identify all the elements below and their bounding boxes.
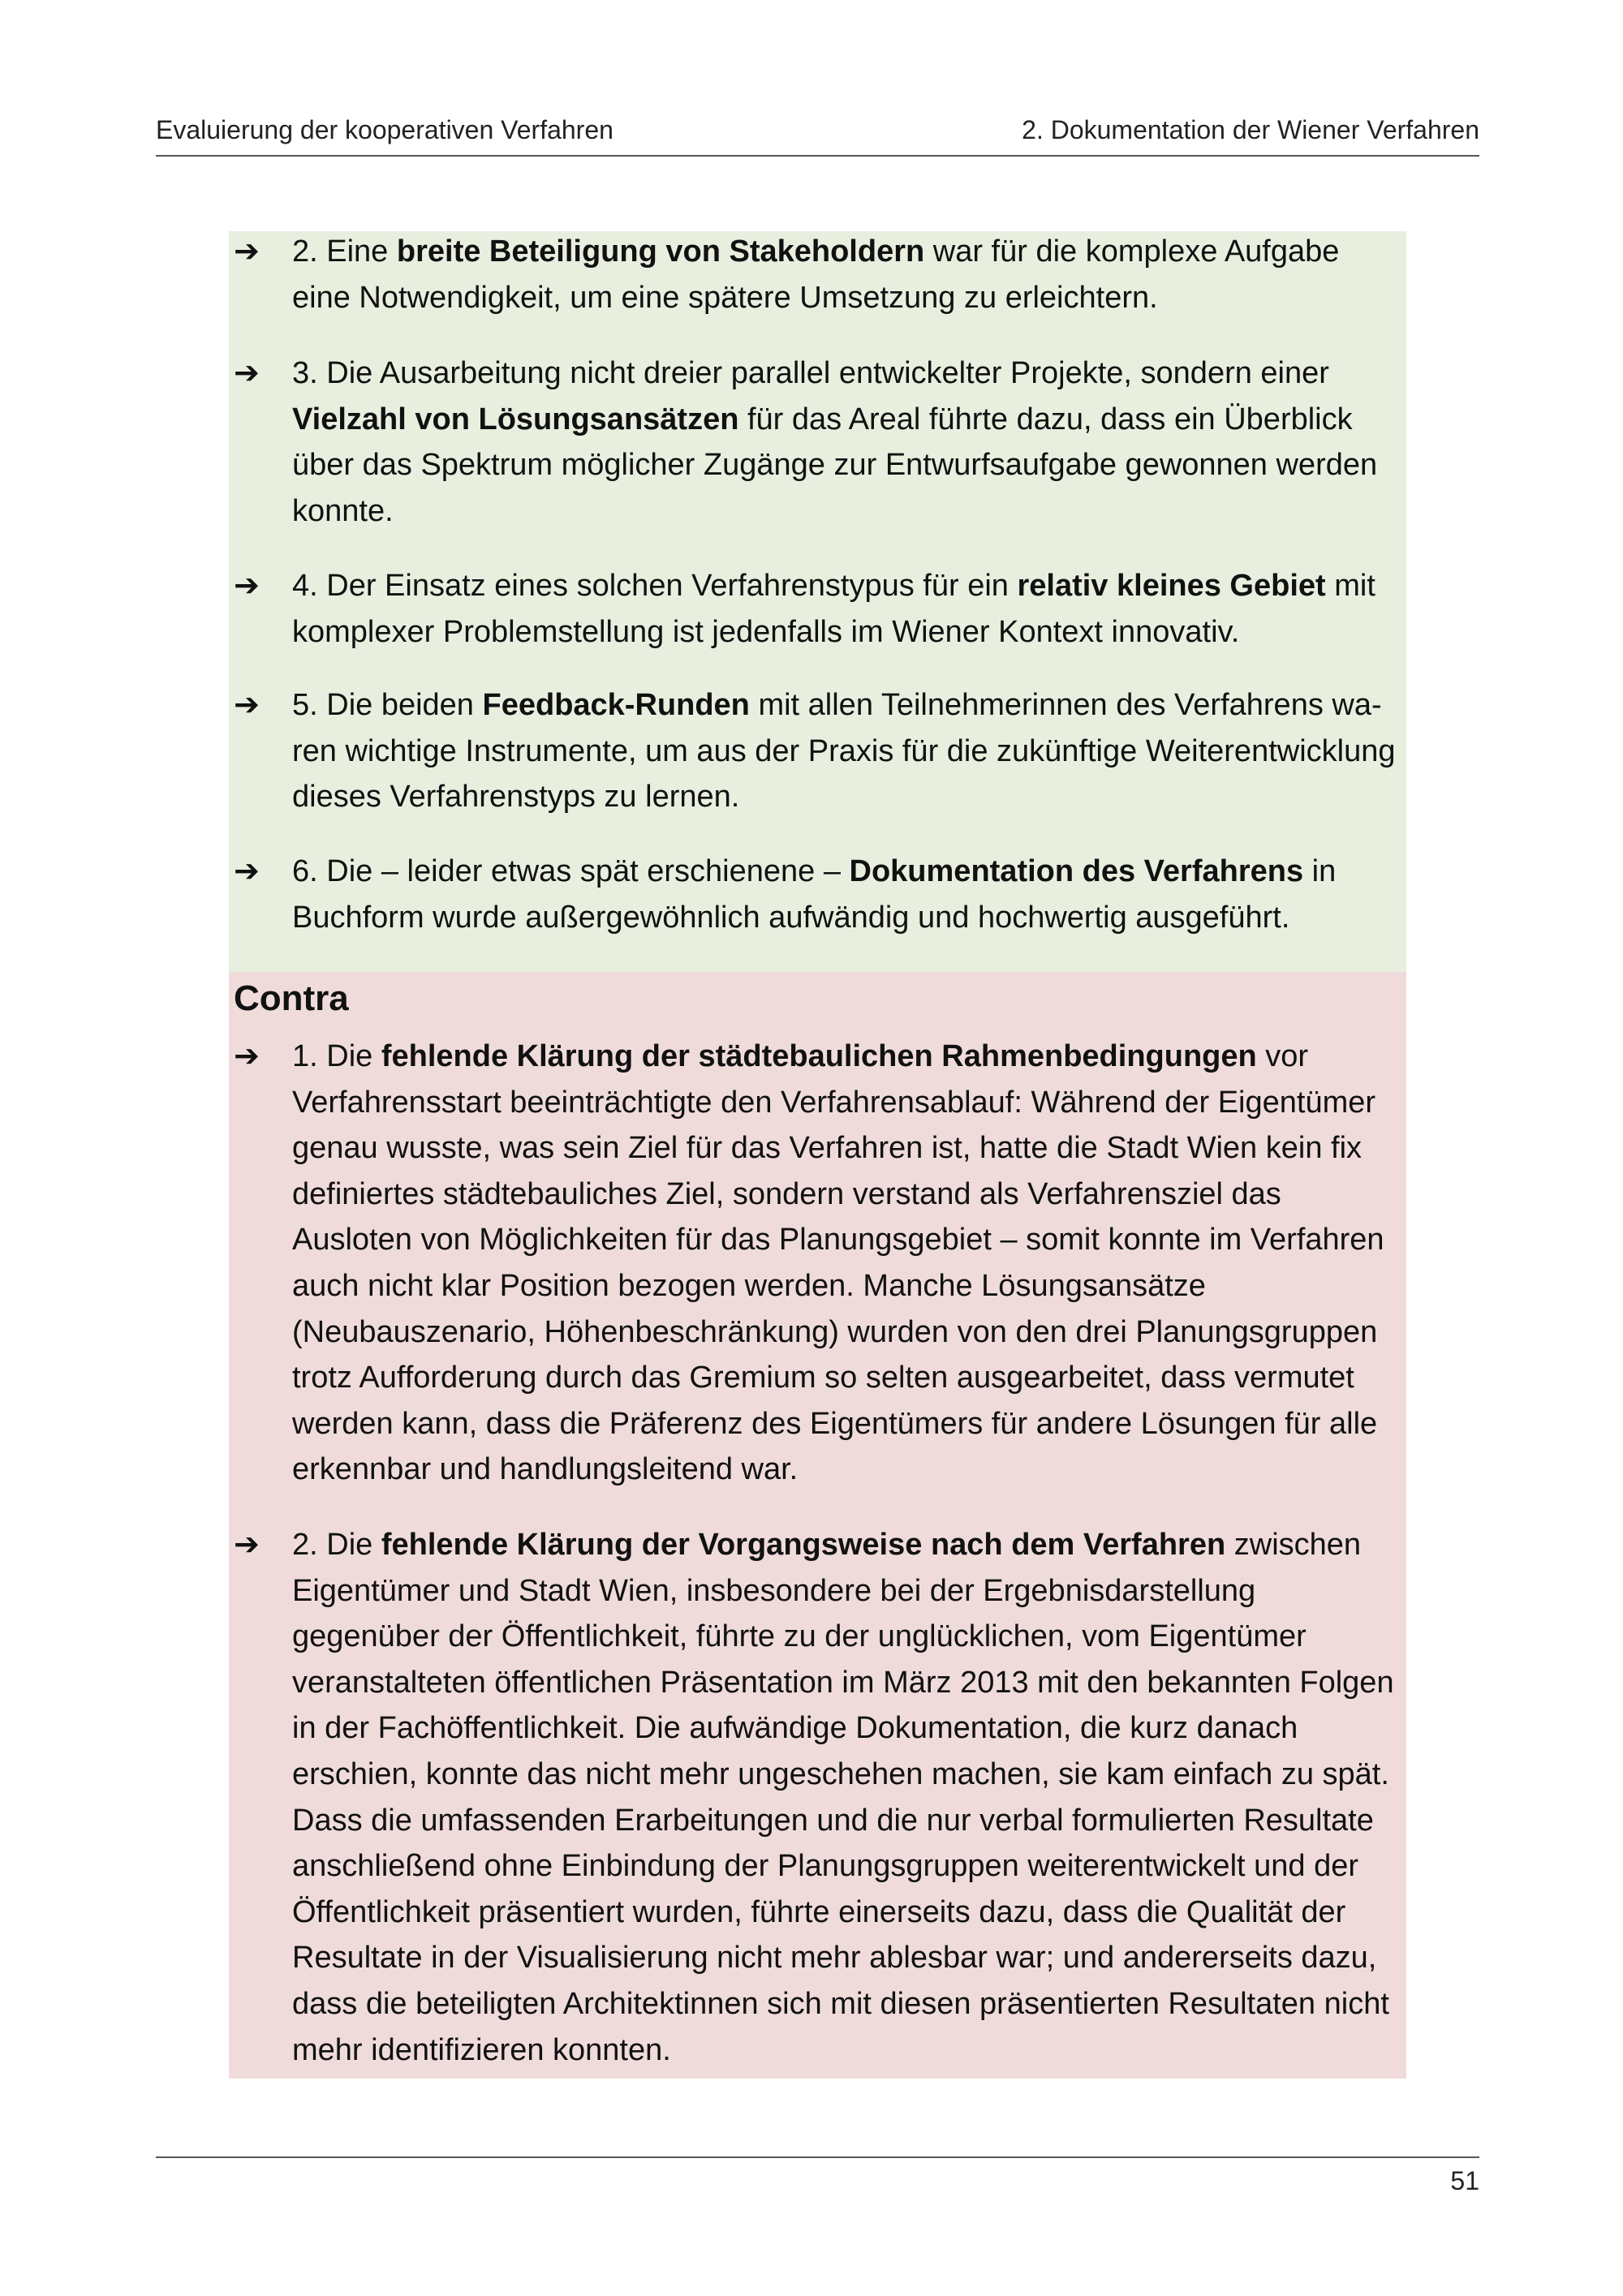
pro-item-keyword: Feedback-Runden	[482, 688, 750, 722]
footer-rule	[156, 2156, 1479, 2158]
pro-item-text: 3. Die Ausarbeitung nicht dreier parallel entwickelter Projekte, sondern einer Vielzahl von Lösungsansätzen für das Areal führte dazu, dass ein Überblick über das Spektrum möglicher Zugänge zur Entwurfsaufgabe gewonnen werden konnte.	[292, 356, 1378, 528]
pro-item-keyword: relativ kleines Gebiet	[1017, 569, 1326, 603]
arrow-right-icon: ➔	[234, 1039, 260, 1073]
pro-item-keyword: breite Beteiligung von Stakeholdern	[396, 234, 925, 269]
pro-item-text: 6. Die – leider etwas spät erschienene – Dokumentation des Verfahrens in Buchform wurde außergewöhnlich aufwändig und hochwertig ausgeführt.	[292, 854, 1337, 935]
arrow-right-icon: ➔	[234, 688, 260, 722]
pro-item-6	[234, 849, 1402, 940]
pro-item-keyword: Vielzahl von Lösungsansätzen	[292, 402, 739, 436]
pro-item-text: 2. Eine breite Beteiligung von Stakeholdern war für die komplexe Aufgabe eine Notwendigkeit, um eine spätere Umsetzung zu erleichtern.	[292, 234, 1340, 315]
pro-item-3	[234, 350, 1402, 534]
contra-item-2	[234, 1522, 1402, 2073]
page-number: 51	[1450, 2166, 1479, 2195]
pro-item-keyword: Dokumentation des Verfahrens	[849, 854, 1304, 888]
header-chapter-title: 2. Dokumentation der Wiener Verfahren	[1022, 115, 1479, 144]
pro-item-text: 4. Der Einsatz eines solchen Verfahrenstypus für ein relativ kleines Gebiet mit komplexer Problemstellung ist jedenfalls im Wiener Kontext innovativ.	[292, 569, 1375, 649]
header-document-title: Evaluierung der kooperativen Verfahren	[156, 115, 613, 144]
contra-item-keyword: fehlende Klärung der Vorgangsweise nach dem Verfahren	[381, 1528, 1226, 1562]
running-header	[156, 114, 1479, 146]
arrow-right-icon: ➔	[234, 1528, 260, 1562]
pro-item-4	[234, 563, 1402, 655]
arrow-right-icon: ➔	[234, 854, 260, 888]
header-rule	[156, 155, 1479, 157]
pro-item-2	[234, 229, 1402, 320]
contra-item-keyword: fehlende Klärung der städtebaulichen Rahmenbedingungen	[381, 1039, 1257, 1073]
contra-heading: Contra	[234, 978, 349, 1018]
arrow-right-icon: ➔	[234, 234, 260, 269]
pro-item-5	[234, 682, 1402, 820]
contra-item-1	[234, 1034, 1402, 1493]
contra-item-text: 1. Die fehlende Klärung der städtebaulichen Rahmenbedingungen vor Verfahrensstart beeinträchtigte den Verfahrensablauf: Während der Eigentümer genau wusste, was sein Ziel für das Verfahren ist, hatte die Stadt Wien kein fix definiertes städtebauliches Ziel, sondern verstand als Verfahrensziel das Ausloten von Möglichkeiten für das Planungsgebiet – somit konnte im Verfahren auch nicht klar Position bezogen werden. Manche Lösungsansätze (Neubauszenario, Höhenbeschränkung) wurden von den drei Planungsgruppen trotz Aufforderung durch das Gremium so selten ausgearbeitet, dass vermutet werden kann, dass die Präferenz des Eigentümers für andere Lösungen für alle erkennbar und handlungsleitend war.	[292, 1039, 1384, 1487]
arrow-right-icon: ➔	[234, 356, 260, 390]
pro-item-text: 5. Die beiden Feedback-Runden mit allen Teilnehmerinnen des Verfahrens waren wichtige Instrumente, um aus der Praxis für die zukünftige Weiterentwicklung dieses Verfahrenstyps zu lernen.	[292, 688, 1396, 815]
contra-item-text: 2. Die fehlende Klärung der Vorgangsweise nach dem Verfahren zwischen Eigentümer und Stadt Wien, insbesondere bei der Ergebnisdarstellung gegenüber der Öffentlichkeit, führte zu der unglücklichen, vom Eigentümer veranstalteten öffentlichen Präsentation im März 2013 mit den bekannten Folgen in der Fachöffentlichkeit. Die aufwändige Dokumentation, die kurz danach erschien, konnte das nicht mehr ungeschehen machen, sie kam einfach zu spät. Dass die umfassenden Erarbeitungen und die nur verbal formulierten Resultate anschließend ohne Einbindung der Planungsgruppen weiterentwickelt und der Öffentlichkeit präsentiert wurden, führte einerseits dazu, dass die Qualität der Resultate in der Visualisierung nicht mehr ablesbar war; und andererseits dazu, dass die beteiligten Architektinnen sich mit diesen präsentierten Resultaten nicht mehr identifizieren konnten.	[292, 1528, 1394, 2067]
arrow-right-icon: ➔	[234, 569, 260, 603]
